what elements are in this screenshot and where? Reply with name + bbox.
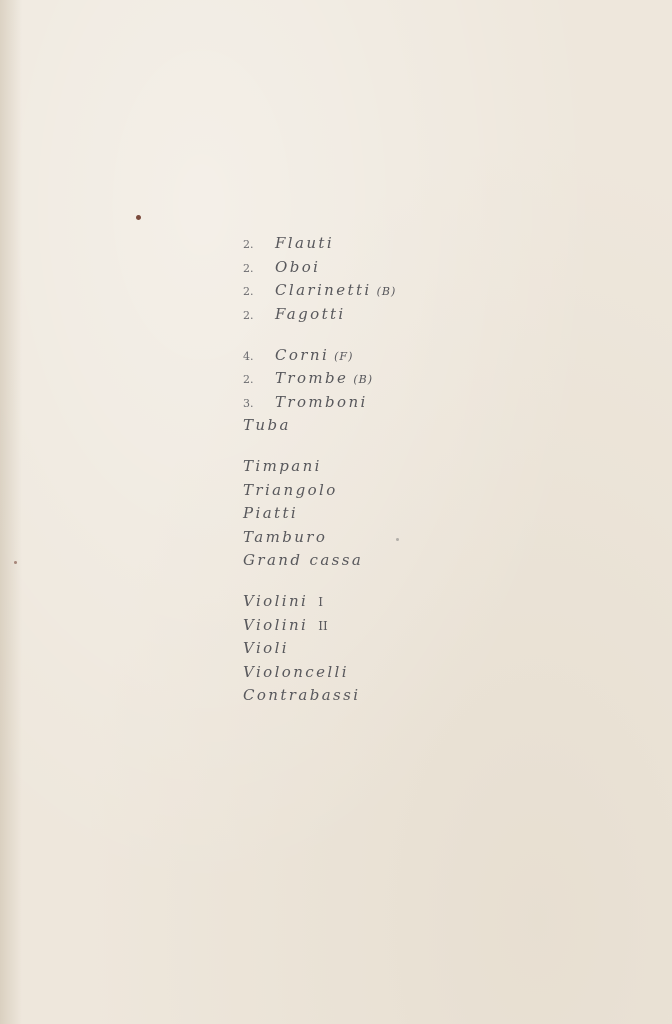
instrument-name: Flauti	[275, 234, 335, 252]
instrument-name: Trombe	[275, 369, 349, 387]
instrument-row	[243, 614, 328, 636]
instrument-part-number: I	[318, 595, 323, 609]
instrument-name: Violi	[243, 639, 289, 657]
instrument-name: Oboi	[275, 257, 321, 276]
instrument-tuning: (B)	[353, 373, 373, 386]
ink-speck	[14, 561, 17, 564]
instrument-row	[243, 303, 346, 325]
instrument-row	[243, 367, 373, 389]
instrument-row	[243, 549, 363, 571]
instrument-row	[243, 661, 349, 683]
instrument-count: 2.	[243, 285, 254, 298]
page-fold-shadow	[0, 0, 22, 1024]
instrument-count: 2.	[243, 373, 254, 386]
instrument-name: Grand cassa	[243, 551, 364, 569]
instrument-name: Tuba	[243, 416, 291, 434]
instrument-count: 3.	[243, 396, 254, 410]
instrument-tuning: (B)	[376, 285, 397, 298]
instrument-row	[243, 279, 396, 301]
instrument-count: 2.	[243, 261, 254, 275]
instrument-row	[243, 590, 323, 612]
instrument-name: Piatti	[243, 504, 299, 522]
instrument-name: Tromboni	[275, 392, 368, 411]
instrument-name: Fagotti	[275, 304, 346, 323]
ink-speck	[136, 215, 141, 220]
instrument-row	[243, 526, 327, 548]
instrument-name: Tamburo	[243, 527, 328, 546]
instrument-name: Violoncelli	[243, 662, 349, 681]
instrument-count: 4.	[243, 349, 254, 363]
instrument-tuning: (F)	[334, 349, 354, 363]
instrument-row	[243, 479, 338, 501]
instrument-row	[243, 455, 322, 477]
instrument-name: Corni	[275, 345, 330, 364]
instrument-name: Violini	[243, 592, 309, 610]
instrument-name: Violini	[243, 615, 309, 634]
instrument-name: Triangolo	[243, 480, 338, 499]
instrument-row	[243, 391, 368, 413]
instrument-row	[243, 414, 291, 436]
instrument-part-number: II	[318, 618, 328, 633]
instrument-row	[243, 684, 360, 706]
instrument-row	[243, 256, 320, 278]
instrument-row	[243, 232, 334, 254]
instrument-count: 2.	[243, 308, 254, 322]
instrument-row	[243, 344, 353, 366]
instrument-row	[243, 637, 289, 659]
instrument-count: 2.	[243, 238, 254, 251]
ink-speck	[396, 538, 399, 541]
instrument-name: Timpani	[243, 457, 322, 475]
instrument-row	[243, 502, 298, 524]
instrument-name: Contrabassi	[243, 686, 361, 704]
instrument-name: Clarinetti	[275, 281, 372, 299]
